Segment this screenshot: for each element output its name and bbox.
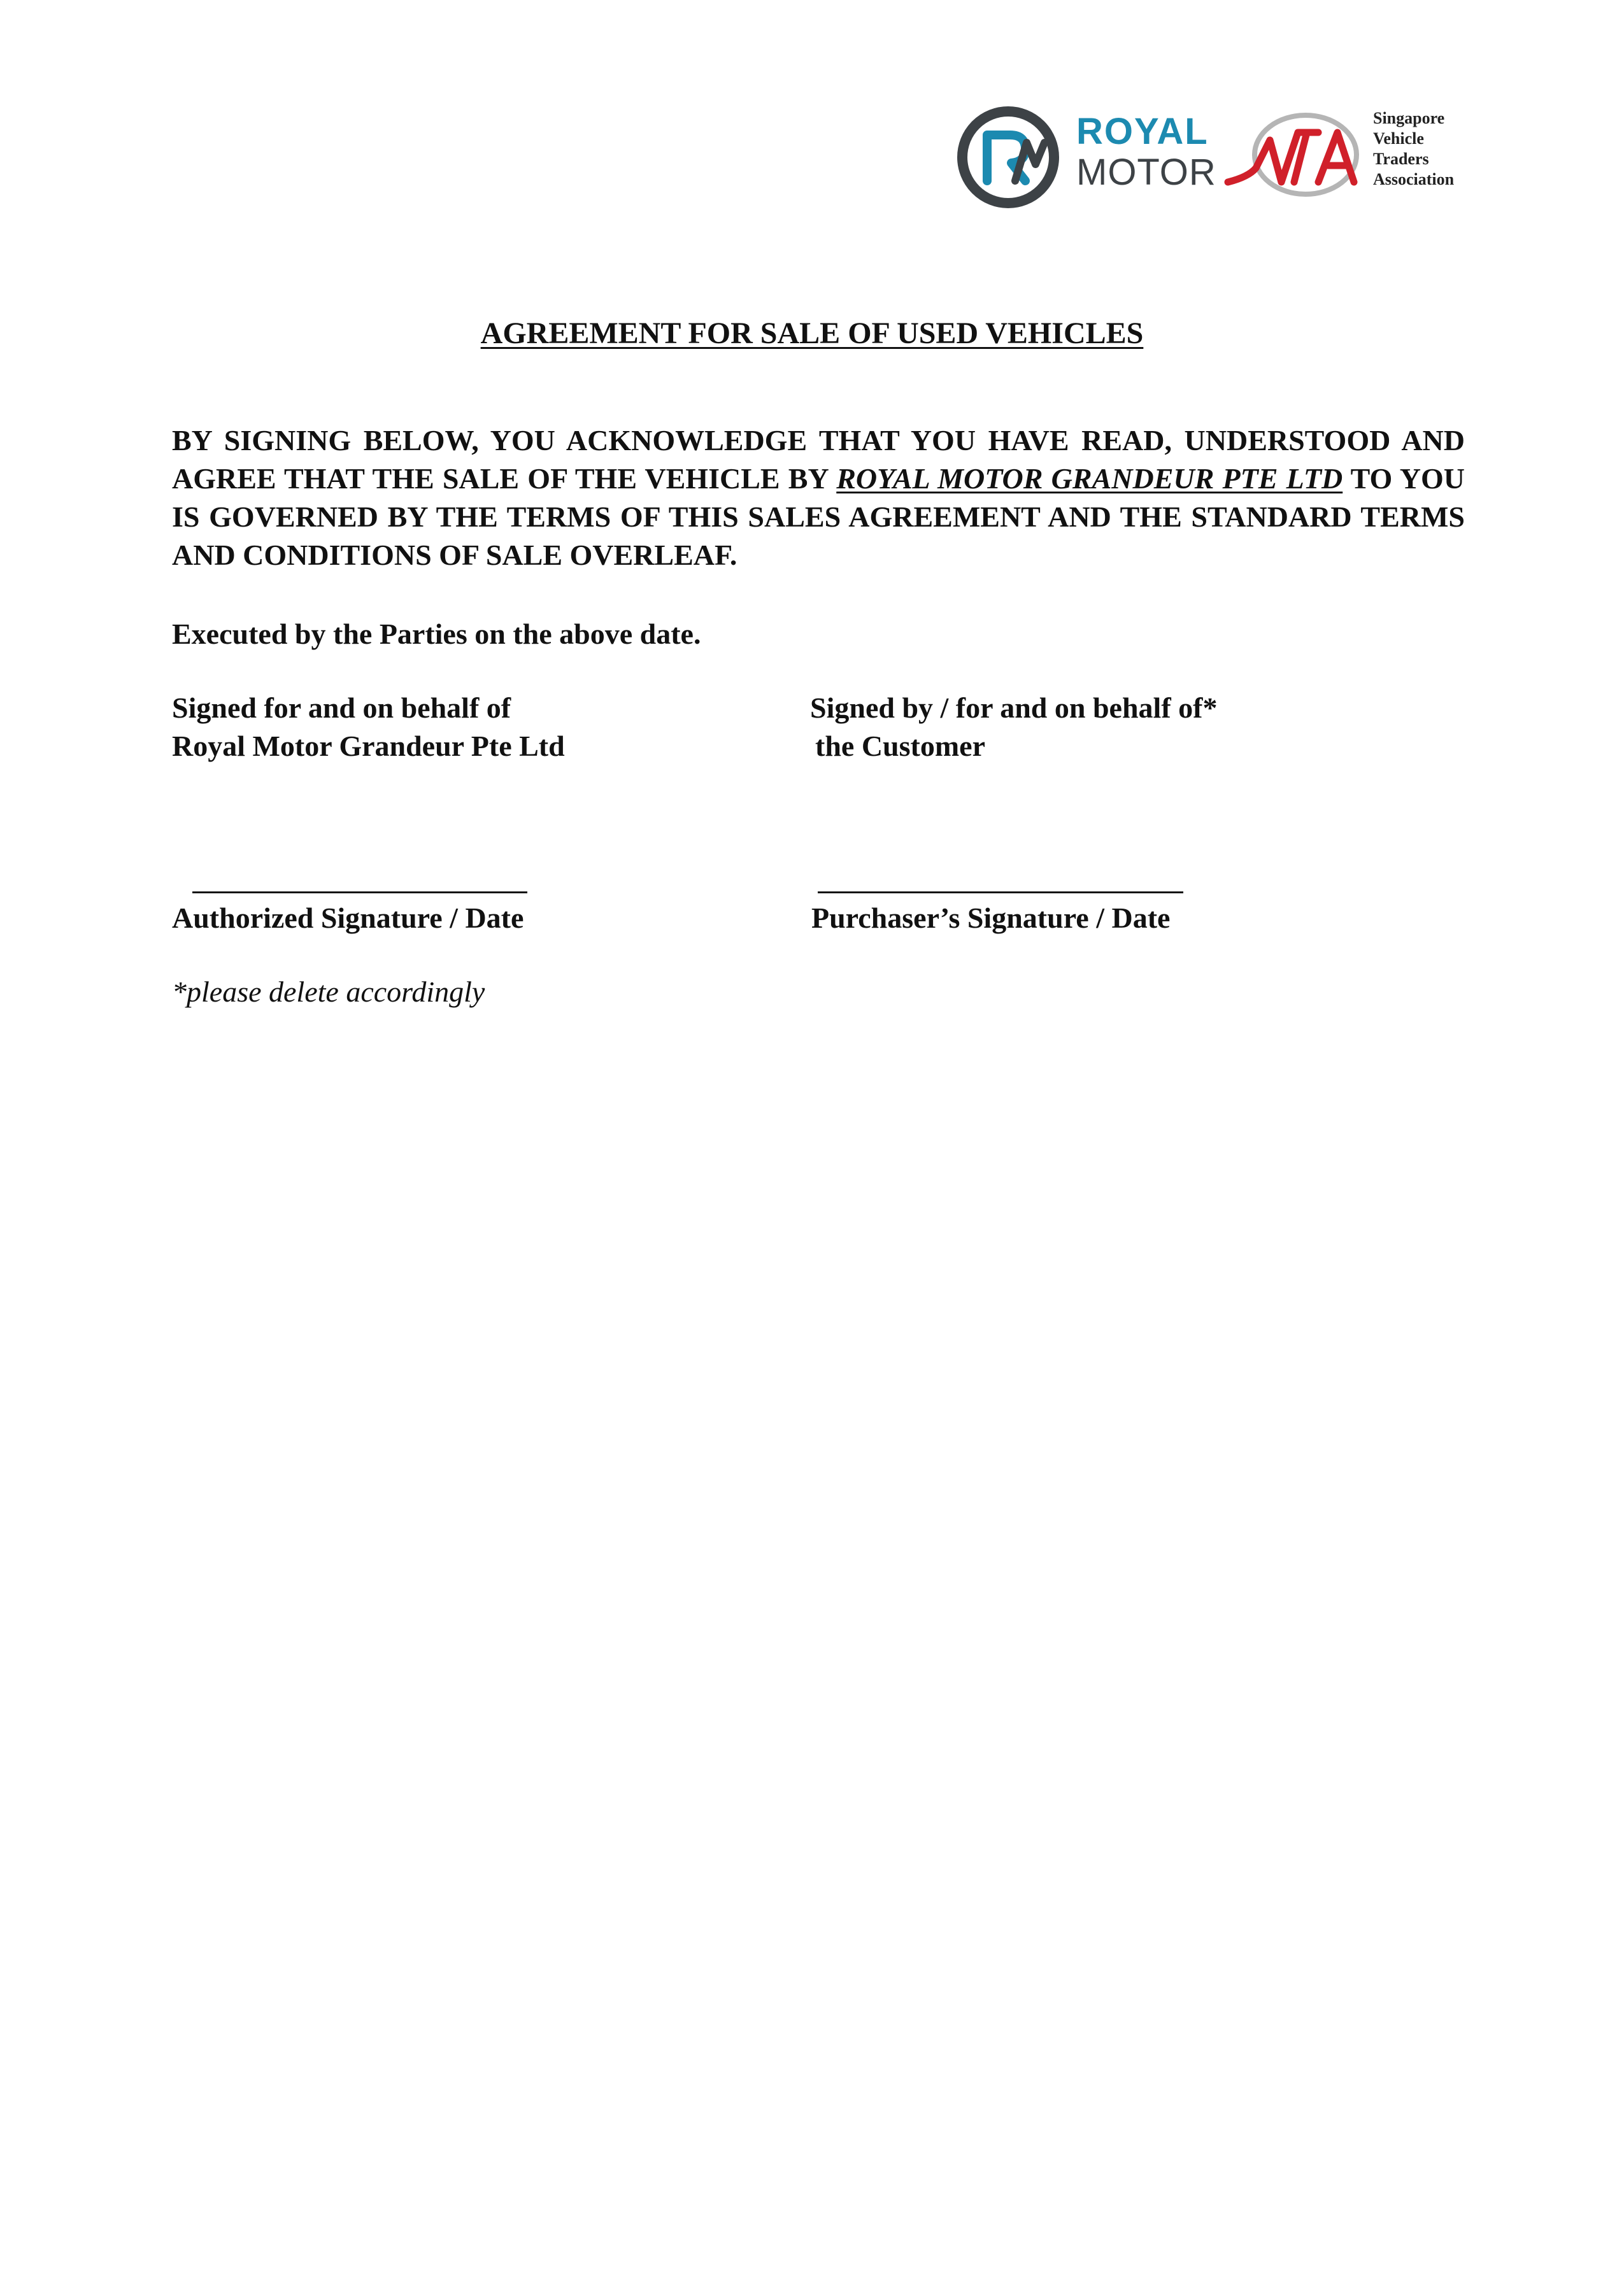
svta-logo-line: Traders: [1373, 150, 1429, 168]
royal-motor-logo-line1: ROYAL: [1076, 111, 1209, 152]
royal-motor-logo: [949, 96, 1229, 216]
svta-logo-line: Vehicle: [1373, 129, 1424, 148]
delete-accordingly-note: *please delete accordingly: [172, 975, 485, 1008]
acknowledgement-text-before: BY SIGNING BELOW, YOU ACKNOWLEDGE THAT YOU HAVE READ, UNDERSTOOD AND AGREE THAT THE SALE OF THE VEHICLE BY: [172, 424, 1465, 495]
acknowledgement-text-after: TO YOU IS GOVERNED BY THE TERMS OF THIS SALES AGREEMENT AND THE STANDARD TERMS AND CONDITIONS OF SALE OVERLEAF.: [172, 462, 1465, 571]
seller-block-line2: Royal Motor Grandeur Pte Ltd: [172, 730, 565, 762]
customer-block-line2: the Customer: [815, 730, 985, 762]
seller-signature-block: [172, 689, 565, 765]
document-title-text: AGREEMENT FOR SALE OF USED VEHICLES: [480, 316, 1144, 350]
seller-signature-line: [192, 891, 527, 893]
acknowledgement-paragraph: [172, 422, 1465, 574]
acknowledgement-company-name: ROYAL MOTOR GRANDEUR PTE LTD: [836, 462, 1343, 495]
header-logos: [949, 96, 1471, 216]
document-title: [0, 316, 1624, 351]
customer-block-line1: Signed by / for and on behalf of*: [810, 691, 1218, 724]
svta-logo: [1223, 101, 1471, 212]
customer-signature-line: [818, 891, 1183, 893]
customer-signature-block: [810, 689, 1217, 765]
svta-logo-line: Association: [1373, 170, 1455, 188]
seller-signature-label: Authorized Signature / Date: [172, 902, 524, 934]
seller-block-line1: Signed for and on behalf of: [172, 691, 511, 724]
svta-mark-icon: [1223, 107, 1369, 202]
customer-signature-label: Purchaser’s Signature / Date: [811, 902, 1171, 934]
royal-motor-mark-icon: [954, 103, 1062, 211]
executed-statement: Executed by the Parties on the above date.: [172, 618, 701, 650]
svta-logo-text: [1373, 108, 1454, 190]
svta-logo-line: Singapore: [1373, 109, 1445, 127]
royal-motor-logo-line2: MOTOR: [1076, 152, 1216, 193]
